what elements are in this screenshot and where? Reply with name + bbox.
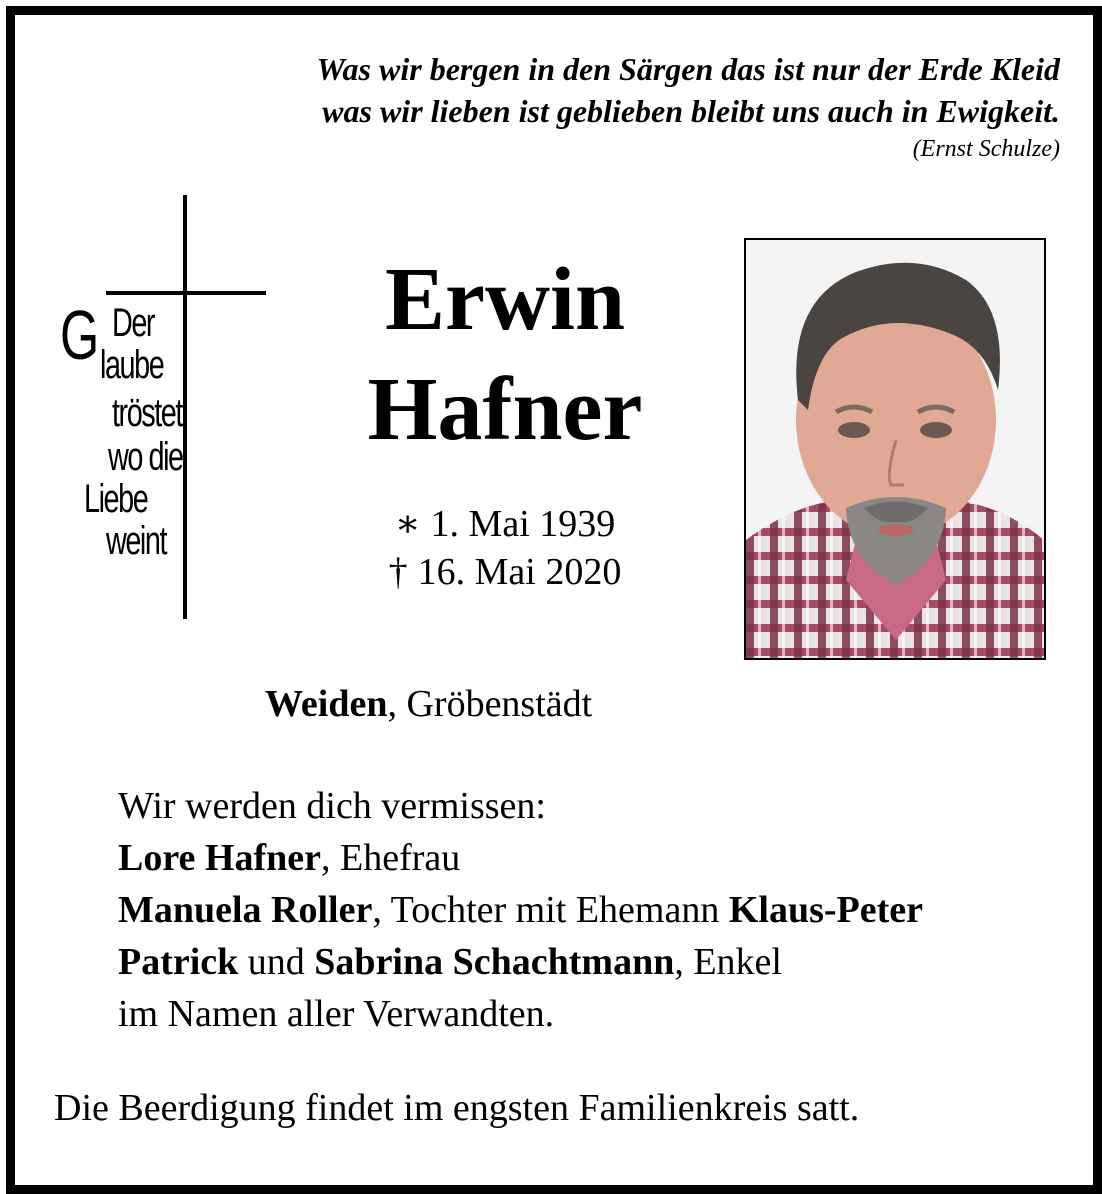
mourner-name: Patrick [118, 941, 239, 983]
faith-word-laube: laube [100, 343, 164, 387]
mourner-name: Lore Hafner [118, 837, 321, 879]
mourner-conjunction: und [238, 941, 315, 983]
deceased-first-name: Erwin [384, 250, 626, 349]
faith-word-der: Der [112, 301, 155, 345]
quote-line-1: Was wir bergen in den Särgen das ist nur der Erde Kleid [316, 51, 1060, 87]
quote-line-2: was wir lieben ist geblieben bleibt uns auch in Ewigkeit. [322, 93, 1060, 129]
faith-word-troestet: tröstet [112, 391, 182, 435]
mourner-relation: , Enkel [674, 941, 782, 983]
mourner-name: Sabrina Schachtmann [314, 941, 675, 983]
cross-icon-bar [106, 291, 266, 295]
quote-block [160, 48, 1060, 164]
faith-word-liebe: Liebe [84, 477, 148, 521]
death-symbol: † [388, 551, 408, 593]
mourner-name: Klaus-Peter [728, 889, 924, 931]
faith-emblem [60, 296, 260, 570]
quote-author: (Ernst Schulze) [912, 136, 1060, 162]
place-line [265, 680, 592, 728]
death-date: 16. Mai 2020 [417, 551, 622, 593]
mourners-block [118, 780, 1078, 1040]
deceased-last-name: Hafner [367, 360, 643, 459]
funeral-note: Die Beerdigung findet im engsten Familienkreis satt. [54, 1087, 860, 1129]
faith-word-weint: weint [106, 519, 167, 563]
place-main: Weiden [265, 683, 388, 725]
mourner-row-1 [118, 832, 1078, 884]
mourners-closing: im Namen aller Verwandten. [118, 993, 555, 1035]
mourner-row-3 [118, 936, 1078, 988]
mourner-relation: , Tochter mit Ehemann [372, 889, 729, 931]
place-secondary: , Gröbenstädt [387, 683, 593, 725]
birth-date-line [330, 500, 680, 548]
birth-symbol: ∗ [394, 503, 421, 545]
mourner-row-2 [118, 884, 1078, 936]
faith-initial-g: G [60, 296, 100, 374]
death-date-line [330, 548, 680, 596]
mourner-relation: , Ehefrau [320, 837, 461, 879]
birth-date: 1. Mai 1939 [430, 503, 616, 545]
mourners-intro: Wir werden dich vermissen: [118, 785, 546, 827]
mourner-name: Manuela Roller [118, 889, 373, 931]
portrait-photo [744, 238, 1046, 660]
faith-word-wo-die: wo die [108, 435, 183, 479]
